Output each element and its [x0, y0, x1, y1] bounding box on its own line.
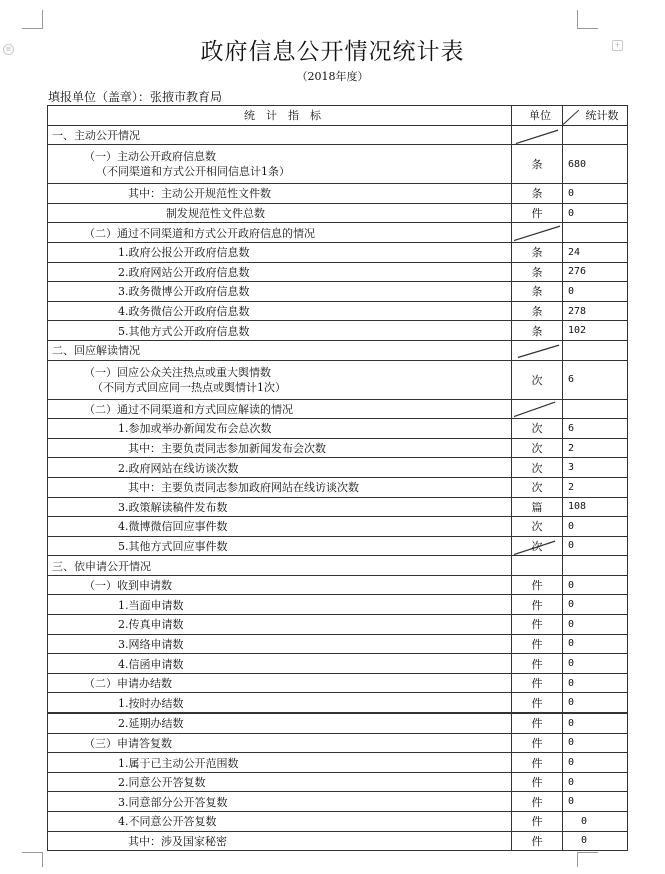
- row-unit: 件: [512, 772, 563, 792]
- table-row: [48, 262, 628, 282]
- row-unit: 件: [512, 831, 563, 851]
- table-row: [48, 203, 628, 223]
- table-row: [48, 477, 628, 497]
- row-value: 680: [563, 145, 628, 184]
- row-unit: 件: [512, 634, 563, 654]
- row-label: （二）通过不同渠道和方式回应解读的情况: [48, 399, 512, 419]
- empty-cell-diagonal: [512, 341, 562, 360]
- table-row: [48, 184, 628, 204]
- row-label-line2: （不同方式回应同一热点或舆情计1次）: [92, 380, 286, 394]
- empty-cell-diagonal: [512, 223, 562, 242]
- row-value: 0: [563, 733, 628, 753]
- row-label: 2.传真申请数: [48, 615, 512, 635]
- row-value: 0: [563, 654, 628, 674]
- row-unit: 篇: [512, 497, 563, 517]
- row-unit: 件: [512, 595, 563, 615]
- row-label: 2.政府网站在线访谈次数: [48, 458, 512, 478]
- crop-mark-top-left: [22, 10, 43, 29]
- row-value: 102: [563, 321, 628, 341]
- row-value: 2: [563, 477, 628, 497]
- row-unit: 次: [512, 360, 563, 399]
- page-title: 政府信息公开情况统计表: [200, 39, 465, 65]
- row-label: 1.按时办结数: [48, 693, 512, 713]
- table-row: [48, 536, 628, 556]
- row-unit-text: 次: [531, 539, 543, 553]
- row-unit: 件: [512, 812, 563, 832]
- row-label: 其中：主要负责同志参加政府网站在线访谈次数: [48, 477, 512, 497]
- table-row: [48, 634, 628, 654]
- right-margin-icon[interactable]: +: [612, 40, 623, 51]
- row-value: 0: [563, 575, 628, 595]
- row-label-line2: （不同渠道和方式公开相同信息计1条）: [96, 165, 290, 179]
- row-unit: [512, 556, 563, 576]
- row-value: 0: [563, 772, 628, 792]
- row-unit: 件: [512, 713, 563, 733]
- row-value: 0: [563, 282, 628, 302]
- table-row: [48, 812, 628, 832]
- table-row: [48, 772, 628, 792]
- row-label: 5.其他方式回应事件数: [48, 536, 512, 556]
- row-unit-empty: [512, 399, 563, 419]
- table-row: [48, 438, 628, 458]
- header-count: [563, 106, 628, 126]
- row-label: 二、回应解读情况: [48, 340, 512, 360]
- table-row: [48, 556, 628, 576]
- row-label: （二）申请办结数: [48, 673, 512, 693]
- row-value: 278: [563, 301, 628, 321]
- row-label: [48, 145, 512, 184]
- table-row: [48, 831, 628, 851]
- crop-mark-top-right: [577, 10, 598, 29]
- table-row: [48, 654, 628, 674]
- row-label-line1: （一）主动公开政府信息数: [84, 150, 216, 164]
- row-label: （一）收到申请数: [48, 575, 512, 595]
- row-label: 2.政府网站公开政府信息数: [48, 262, 512, 282]
- row-unit: 件: [512, 203, 563, 223]
- row-unit: 次: [512, 438, 563, 458]
- table-row: [48, 223, 628, 243]
- row-unit: 条: [512, 282, 563, 302]
- row-unit: 件: [512, 733, 563, 753]
- row-unit: 件: [512, 654, 563, 674]
- row-label-line1: （一）回应公众关注热点或重大舆情数: [84, 365, 271, 379]
- table-row: [48, 595, 628, 615]
- row-label: 1.参加或举办新闻发布会总次数: [48, 419, 512, 439]
- table-row: [48, 282, 628, 302]
- row-label: （三）申请答复数: [48, 733, 512, 753]
- row-value: 0: [563, 693, 628, 713]
- row-label: （二）通过不同渠道和方式公开政府信息的情况: [48, 223, 512, 243]
- table-row: [48, 321, 628, 341]
- left-margin-icon[interactable]: ≡: [3, 44, 14, 55]
- row-unit: 条: [512, 321, 563, 341]
- row-value: 6: [563, 419, 628, 439]
- header-unit: 单位: [512, 106, 563, 126]
- statistics-table: [47, 105, 628, 851]
- row-value: 0: [563, 673, 628, 693]
- row-value: 0: [563, 184, 628, 204]
- row-label: 3.政策解读稿件发布数: [48, 497, 512, 517]
- crop-mark-bottom-right: [577, 852, 598, 867]
- table-row: [48, 497, 628, 517]
- row-value: [563, 399, 628, 419]
- row-unit: 次: [512, 477, 563, 497]
- row-unit: 条: [512, 262, 563, 282]
- row-value: 0: [563, 536, 628, 556]
- row-unit: 件: [512, 792, 563, 812]
- row-unit: 件: [512, 693, 563, 713]
- table-row: [48, 242, 628, 262]
- report-year: （2018年度）: [296, 70, 369, 83]
- row-value: [563, 223, 628, 243]
- row-unit: 条: [512, 242, 563, 262]
- row-unit: 条: [512, 301, 563, 321]
- row-label: 5.其他方式公开政府信息数: [48, 321, 512, 341]
- row-unit: 件: [512, 673, 563, 693]
- header-count-label: 统计数: [585, 109, 619, 123]
- table-row: [48, 575, 628, 595]
- row-label: 制发规范性文件总数: [48, 203, 512, 223]
- row-label: 3.政务微博公开政府信息数: [48, 282, 512, 302]
- row-label: 其中：主动公开规范性文件数: [48, 184, 512, 204]
- row-label: 1.属于已主动公开范围数: [48, 753, 512, 773]
- row-value: 3: [563, 458, 628, 478]
- row-value: 2: [563, 438, 628, 458]
- empty-cell-diagonal: [512, 126, 562, 145]
- row-value: 0: [563, 615, 628, 635]
- table-row: [48, 733, 628, 753]
- row-unit: [512, 536, 563, 556]
- row-value: 276: [563, 262, 628, 282]
- row-label: 2.延期办结数: [48, 713, 512, 733]
- row-value: 0: [563, 792, 628, 812]
- row-value: 0: [563, 595, 628, 615]
- row-unit: 条: [512, 145, 563, 184]
- row-value: 6: [563, 360, 628, 399]
- row-value: [563, 556, 628, 576]
- table-row: [48, 340, 628, 360]
- table-header-row: [48, 106, 628, 126]
- row-value: 108: [563, 497, 628, 517]
- table-row: [48, 360, 628, 399]
- row-value: [563, 125, 628, 145]
- row-value: 24: [563, 242, 628, 262]
- table-row: [48, 419, 628, 439]
- row-unit: 件: [512, 753, 563, 773]
- table-row: [48, 125, 628, 145]
- row-value: [563, 340, 628, 360]
- row-value: 0: [563, 517, 628, 537]
- row-unit: 件: [512, 575, 563, 595]
- row-label: 1.政府公报公开政府信息数: [48, 242, 512, 262]
- row-unit-empty: [512, 223, 563, 243]
- row-label: 4.政务微信公开政府信息数: [48, 301, 512, 321]
- table-row: [48, 145, 628, 184]
- table-row: [48, 753, 628, 773]
- table-row: [48, 713, 628, 733]
- row-label: 2.同意公开答复数: [48, 772, 512, 792]
- row-unit: 件: [512, 615, 563, 635]
- row-label: 4.不同意公开答复数: [48, 812, 512, 832]
- row-label: 其中：涉及国家秘密: [48, 831, 512, 851]
- row-unit: 次: [512, 458, 563, 478]
- row-value: 0: [563, 812, 628, 832]
- row-label: 1.当面申请数: [48, 595, 512, 615]
- row-value: 0: [563, 203, 628, 223]
- table-row: [48, 693, 628, 713]
- crop-mark-bottom-left: [22, 852, 43, 867]
- table-row: [48, 673, 628, 693]
- row-value: 0: [563, 753, 628, 773]
- row-unit: 次: [512, 419, 563, 439]
- row-unit: 次: [512, 517, 563, 537]
- row-label: 一、主动公开情况: [48, 125, 512, 145]
- table-row: [48, 301, 628, 321]
- reporting-unit: 填报单位（盖章）：张掖市教育局: [48, 90, 223, 104]
- row-label: [48, 360, 512, 399]
- row-label: 3.网络申请数: [48, 634, 512, 654]
- row-label: 三、依申请公开情况: [48, 556, 512, 576]
- empty-cell-diagonal: [512, 400, 562, 419]
- row-value: 0: [563, 634, 628, 654]
- table-row: [48, 615, 628, 635]
- row-label: 其中：主要负责同志参加新闻发布会次数: [48, 438, 512, 458]
- row-unit-empty: [512, 125, 563, 145]
- table-row: [48, 399, 628, 419]
- header-indicator: 统 计 指 标: [48, 106, 512, 126]
- table-row: [48, 517, 628, 537]
- row-label: 4.信函申请数: [48, 654, 512, 674]
- row-label: 4.微博微信回应事件数: [48, 517, 512, 537]
- table-row: [48, 792, 628, 812]
- table-row: [48, 458, 628, 478]
- row-label: 3.同意部分公开答复数: [48, 792, 512, 812]
- row-unit: 条: [512, 184, 563, 204]
- row-value: 0: [563, 831, 628, 851]
- row-value: 0: [563, 713, 628, 733]
- row-unit-empty: [512, 340, 563, 360]
